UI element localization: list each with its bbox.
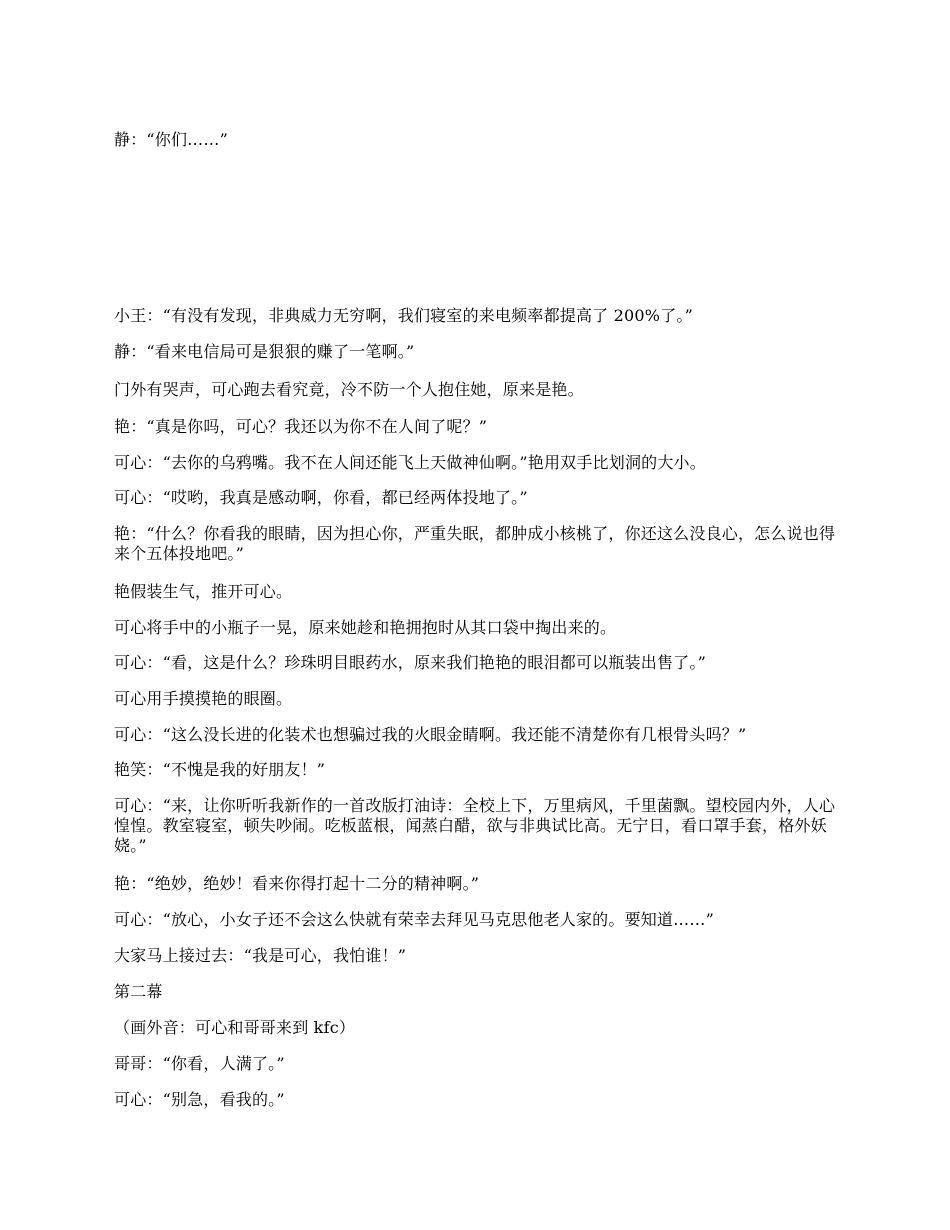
- paragraph: 可心：“别急，看我的。”: [114, 1090, 285, 1109]
- paragraph: 可心将手中的小瓶子一晃，原来她趁和艳拥抱时从其口袋中掏出来的。: [114, 618, 617, 637]
- paragraph: 门外有哭声，可心跑去看究竟，冷不防一个人抱住她，原来是艳。: [114, 380, 584, 399]
- paragraph: 可心：“哎哟，我真是感动啊，你看，都已经两体投地了。”: [114, 488, 528, 507]
- paragraph: 小王：“有没有发现，非典威力无穷啊，我们寝室的来电频率都提高了 200%了。”: [114, 306, 693, 325]
- paragraph: 可心用手摸摸艳的眼圈。: [114, 689, 293, 708]
- paragraph: 可心：“去你的乌鸦嘴。我不在人间还能飞上天做神仙啊。”艳用双手比划洞的大小。: [114, 453, 706, 472]
- paragraph: 静：“你们……”: [114, 130, 228, 149]
- section-heading: 第二幕: [114, 982, 163, 1001]
- paragraph: 可心：“放心，小女子还不会这么快就有荣幸去拜见马克思他老人家的。要知道……”: [114, 910, 714, 929]
- paragraph: 可心：“这么没长进的化装术也想骗过我的火眼金睛啊。我还能不清楚你有几根骨头吗？”: [114, 725, 747, 744]
- paragraph: 艳：“什么？你看我的眼睛，因为担心你，严重失眠，都肿成小核桃了，你还这么没良心，怎么说也得来个五体投地吧。”: [114, 524, 836, 563]
- paragraph: 可心：“看，这是什么？珍珠明目眼药水，原来我们艳艳的眼泪都可以瓶装出售了。”: [114, 653, 706, 672]
- paragraph: 哥哥：“你看，人满了。”: [114, 1054, 285, 1073]
- paragraph: 大家马上接过去：“我是可心，我怕谁！”: [114, 946, 407, 965]
- paragraph: 艳笑：“不愧是我的好朋友！”: [114, 760, 326, 779]
- paragraph: 可心：“来，让你听听我新作的一首改版打油诗：全校上下，万里病风，千里菌飘。望校园内外，人心惶惶。教室寝室，顿失吵闹。吃板蓝根，闻蒸白醋，欲与非典试比高。无宁日，看口罩手套，格外妖娆。”: [114, 796, 836, 855]
- paragraph: 艳：“绝妙，绝妙！看来你得打起十二分的精神啊。”: [114, 874, 480, 893]
- paragraph: 静：“看来电信局可是狠狠的赚了一笔啊。”: [114, 342, 415, 361]
- paragraph: 艳：“真是你吗，可心？我还以为你不在人间了呢？”: [114, 417, 488, 436]
- paragraph: 艳假装生气，推开可心。: [114, 582, 293, 601]
- stage-direction: （画外音：可心和哥哥来到 kfc）: [114, 1018, 356, 1037]
